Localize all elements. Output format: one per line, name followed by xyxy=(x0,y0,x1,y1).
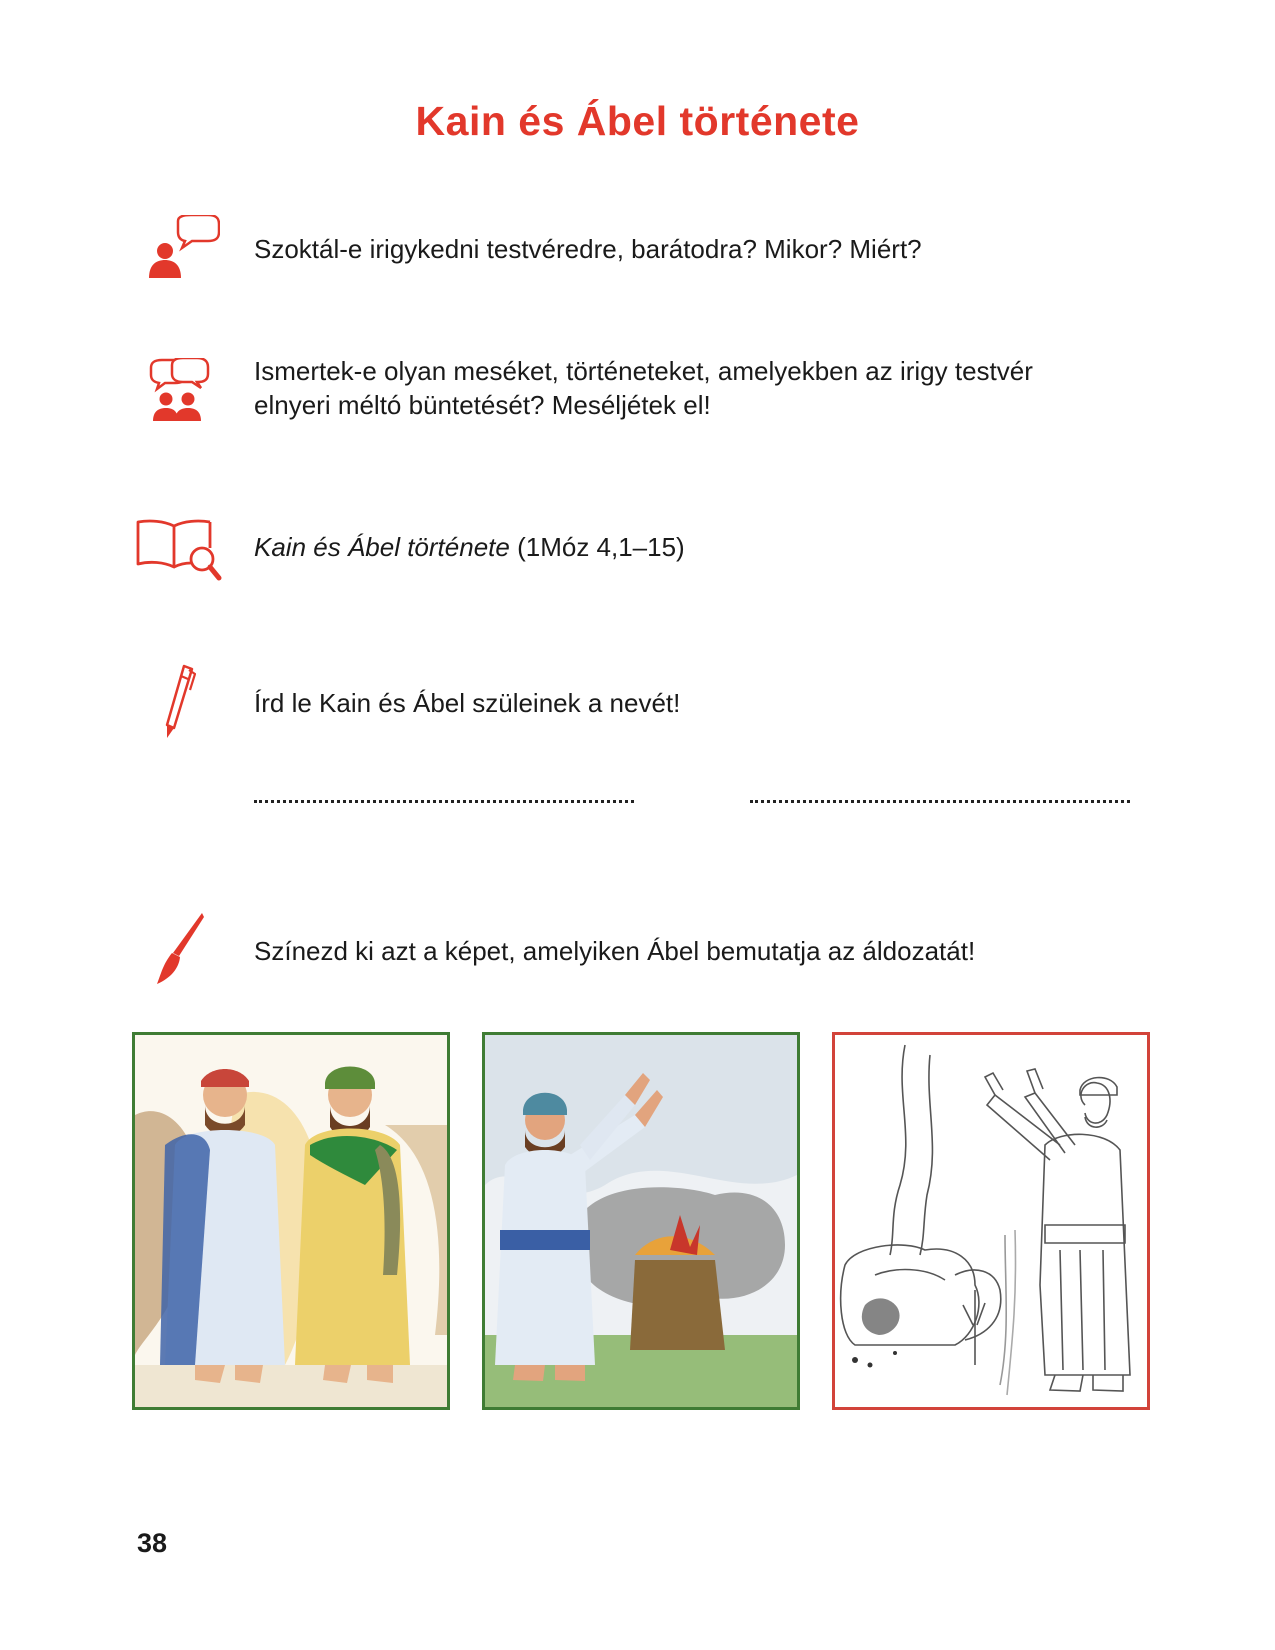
illustration-two-brothers xyxy=(132,1032,450,1410)
speech-person-icon xyxy=(145,215,220,280)
answer-line-1[interactable] xyxy=(254,800,634,803)
pen-icon xyxy=(162,664,196,740)
illustration-abel-offering-colored xyxy=(482,1032,800,1410)
book-magnifier-icon xyxy=(136,512,222,584)
reading-title: Kain és Ábel története xyxy=(254,532,510,562)
task-write-parents: Írd le Kain és Ábel szüleinek a nevét! xyxy=(254,688,681,718)
task-question-stories xyxy=(254,354,1033,422)
group-discussion-icon xyxy=(148,358,210,428)
task-color-picture: Színezd ki azt a képet, amelyiken Ábel bemutatja az áldozatát! xyxy=(254,936,976,966)
task-question-stories-line2: elnyeri méltó büntetését? Meséljétek el! xyxy=(254,390,711,420)
paintbrush-icon xyxy=(155,912,205,986)
page-title: Kain és Ábel története xyxy=(415,98,860,144)
reading-bible-reference: (1Móz 4,1–15) xyxy=(517,532,685,562)
task-question-envy: Szoktál-e irigykedni testvéredre, barátodra? Mikor? Miért? xyxy=(254,234,922,264)
illustration-abel-offering-outline xyxy=(832,1032,1150,1410)
page-number: 38 xyxy=(137,1528,168,1558)
reading-reference xyxy=(254,530,685,564)
task-question-stories-line1: Ismertek-e olyan meséket, történeteket, amelyekben az irigy testvér xyxy=(254,356,1033,386)
answer-line-2[interactable] xyxy=(750,800,1130,803)
